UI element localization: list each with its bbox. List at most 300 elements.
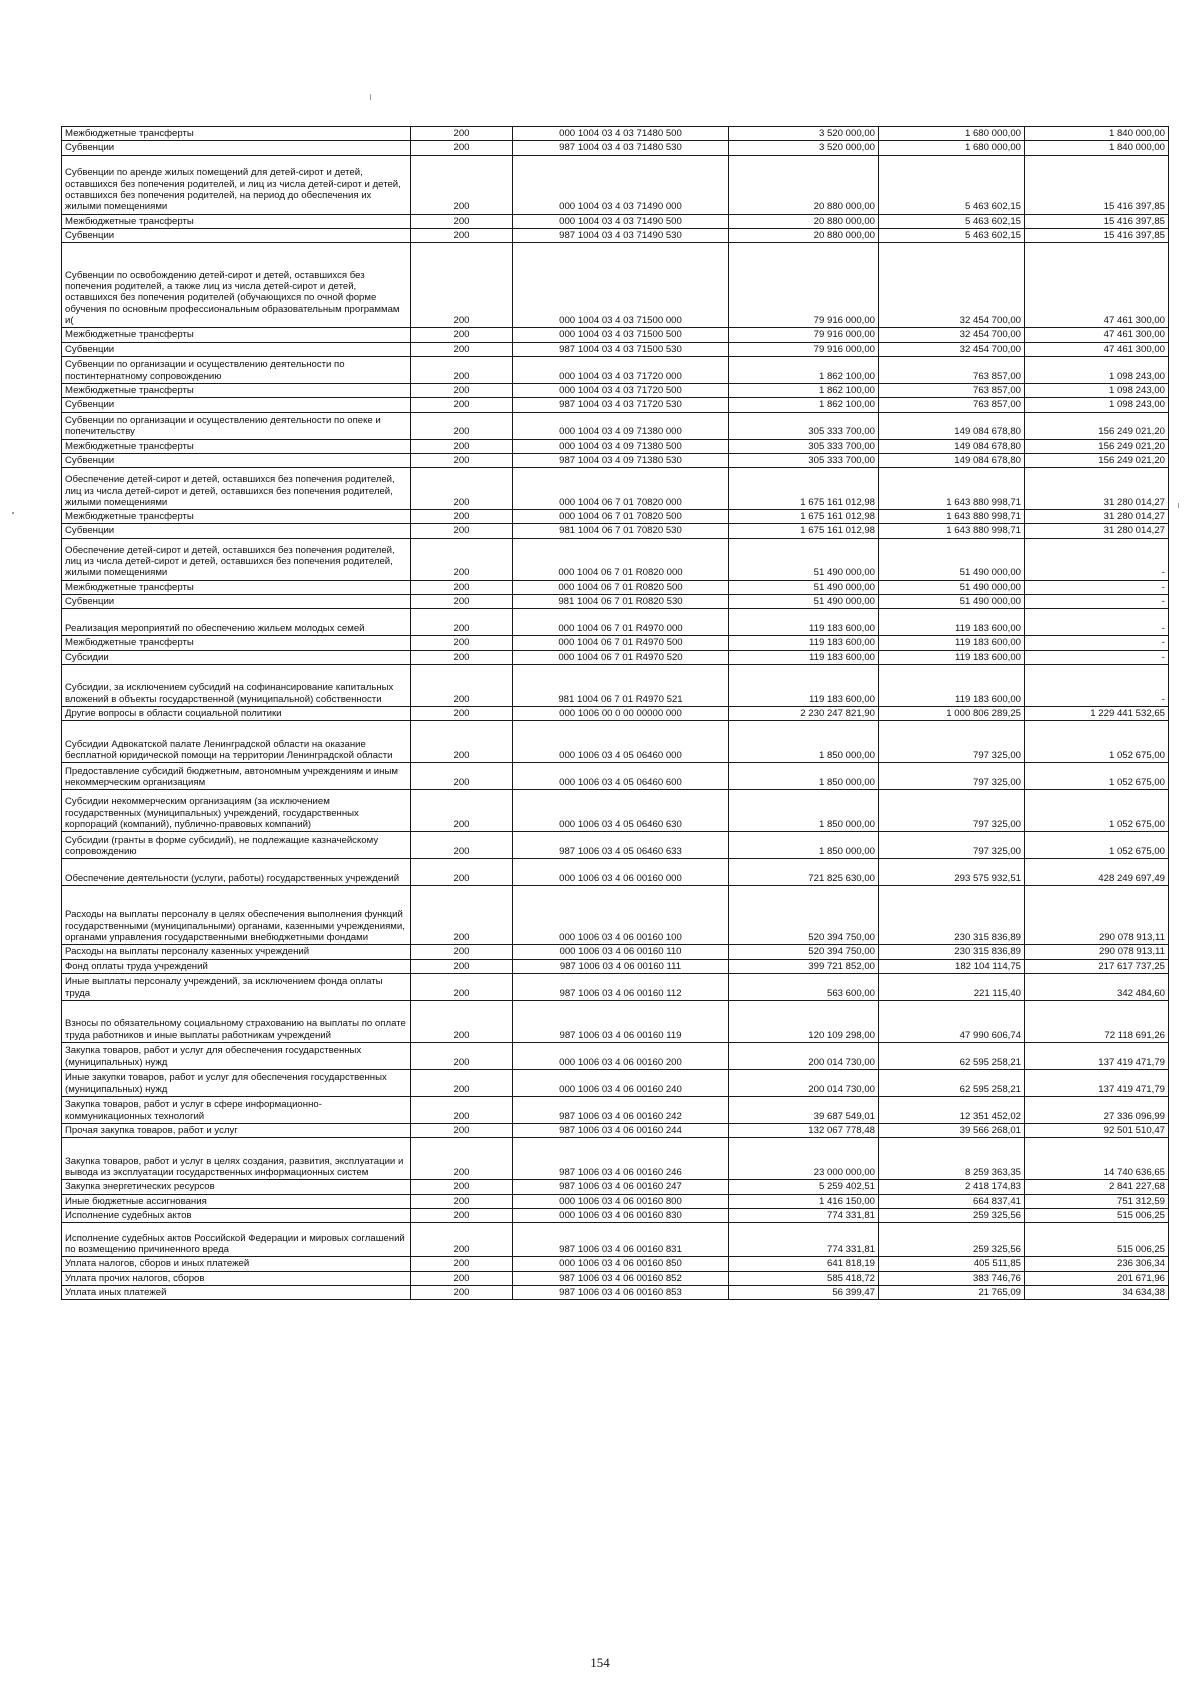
table-row bbox=[62, 214, 1169, 228]
row-approved-amount: 774 331,81 bbox=[729, 1223, 879, 1257]
row-executed-amount: 5 463 602,15 bbox=[879, 214, 1025, 228]
row-classification-code: 987 1006 03 4 06 00160 242 bbox=[513, 1096, 729, 1123]
row-section-code: 200 bbox=[411, 595, 513, 609]
row-approved-amount: 119 183 600,00 bbox=[729, 650, 879, 664]
row-unexecuted-amount: 290 078 913,11 bbox=[1025, 886, 1169, 945]
row-classification-code: 981 1004 06 7 01 R0820 530 bbox=[513, 595, 729, 609]
row-name: Межбюджетные трансферты bbox=[62, 636, 411, 650]
row-executed-amount: 797 325,00 bbox=[879, 790, 1025, 832]
row-approved-amount: 200 014 730,00 bbox=[729, 1069, 879, 1096]
row-unexecuted-amount: 1 052 675,00 bbox=[1025, 721, 1169, 763]
row-name: Субвенции bbox=[62, 595, 411, 609]
row-executed-amount: 230 315 836,89 bbox=[879, 945, 1025, 959]
row-executed-amount: 1 643 880 998,71 bbox=[879, 468, 1025, 510]
row-section-code: 200 bbox=[411, 721, 513, 763]
row-unexecuted-amount: 1 098 243,00 bbox=[1025, 356, 1169, 383]
row-unexecuted-amount: - bbox=[1025, 665, 1169, 707]
row-classification-code: 987 1006 03 4 06 00160 247 bbox=[513, 1180, 729, 1194]
row-classification-code: 000 1004 06 7 01 R4970 500 bbox=[513, 636, 729, 650]
row-executed-amount: 293 575 932,51 bbox=[879, 859, 1025, 886]
row-executed-amount: 21 765,09 bbox=[879, 1285, 1025, 1299]
row-classification-code: 000 1006 03 4 06 00160 110 bbox=[513, 945, 729, 959]
row-executed-amount: 221 115,40 bbox=[879, 973, 1025, 1000]
row-section-code: 200 bbox=[411, 1042, 513, 1069]
row-name: Межбюджетные трансферты bbox=[62, 439, 411, 453]
row-name: Субвенции bbox=[62, 524, 411, 538]
row-classification-code: 987 1006 03 4 06 00160 244 bbox=[513, 1123, 729, 1137]
row-approved-amount: 79 916 000,00 bbox=[729, 342, 879, 356]
row-classification-code: 000 1004 06 7 01 R0820 000 bbox=[513, 538, 729, 580]
row-classification-code: 987 1006 03 4 06 00160 852 bbox=[513, 1271, 729, 1285]
row-approved-amount: 563 600,00 bbox=[729, 973, 879, 1000]
row-classification-code: 000 1004 06 7 01 R4970 520 bbox=[513, 650, 729, 664]
row-unexecuted-amount: 1 052 675,00 bbox=[1025, 763, 1169, 790]
row-unexecuted-amount: 15 416 397,85 bbox=[1025, 214, 1169, 228]
row-name: Иные бюджетные ассигнования bbox=[62, 1194, 411, 1208]
row-unexecuted-amount: - bbox=[1025, 650, 1169, 664]
row-classification-code: 000 1006 03 4 06 00160 000 bbox=[513, 859, 729, 886]
row-executed-amount: 119 183 600,00 bbox=[879, 665, 1025, 707]
row-section-code: 200 bbox=[411, 524, 513, 538]
row-classification-code: 000 1004 03 4 03 71500 000 bbox=[513, 243, 729, 328]
row-approved-amount: 1 675 161 012,98 bbox=[729, 524, 879, 538]
table-row bbox=[62, 1180, 1169, 1194]
row-unexecuted-amount: 1 052 675,00 bbox=[1025, 832, 1169, 859]
row-section-code: 200 bbox=[411, 959, 513, 973]
row-name: Субвенции по организации и осуществлению деятельности по постинтернатному сопровождению bbox=[62, 356, 411, 383]
table-row bbox=[62, 1208, 1169, 1222]
row-name: Закупка товаров, работ и услуг в сфере информационно-коммуникационных технологий bbox=[62, 1096, 411, 1123]
row-executed-amount: 259 325,56 bbox=[879, 1223, 1025, 1257]
row-classification-code: 987 1006 03 4 06 00160 119 bbox=[513, 1000, 729, 1042]
row-approved-amount: 1 850 000,00 bbox=[729, 832, 879, 859]
row-executed-amount: 1 680 000,00 bbox=[879, 141, 1025, 155]
row-unexecuted-amount: - bbox=[1025, 538, 1169, 580]
row-unexecuted-amount: 1 098 243,00 bbox=[1025, 383, 1169, 397]
table-row bbox=[62, 832, 1169, 859]
row-classification-code: 987 1004 03 4 03 71500 530 bbox=[513, 342, 729, 356]
row-approved-amount: 56 399,47 bbox=[729, 1285, 879, 1299]
row-name: Закупка товаров, работ и услуг для обеспечения государственных (муниципальных) нужд bbox=[62, 1042, 411, 1069]
row-unexecuted-amount: 515 006,25 bbox=[1025, 1223, 1169, 1257]
row-classification-code: 987 1004 03 4 09 71380 530 bbox=[513, 453, 729, 467]
row-executed-amount: 1 000 806 289,25 bbox=[879, 707, 1025, 721]
row-section-code: 200 bbox=[411, 609, 513, 636]
row-section-code: 200 bbox=[411, 859, 513, 886]
row-executed-amount: 763 857,00 bbox=[879, 356, 1025, 383]
row-approved-amount: 200 014 730,00 bbox=[729, 1042, 879, 1069]
table-row bbox=[62, 1123, 1169, 1137]
row-name: Субсидии Адвокатской палате Ленинградской области на оказание бесплатной юридической помощи на территории Ленинградской области bbox=[62, 721, 411, 763]
row-name: Другие вопросы в области социальной политики bbox=[62, 707, 411, 721]
row-unexecuted-amount: 1 052 675,00 bbox=[1025, 790, 1169, 832]
table-row bbox=[62, 1271, 1169, 1285]
row-classification-code: 000 1006 03 4 05 06460 000 bbox=[513, 721, 729, 763]
row-unexecuted-amount: 72 118 691,26 bbox=[1025, 1000, 1169, 1042]
row-section-code: 200 bbox=[411, 510, 513, 524]
row-approved-amount: 51 490 000,00 bbox=[729, 595, 879, 609]
row-unexecuted-amount: 428 249 697,49 bbox=[1025, 859, 1169, 886]
row-classification-code: 000 1006 03 4 06 00160 800 bbox=[513, 1194, 729, 1208]
row-section-code: 200 bbox=[411, 1285, 513, 1299]
row-approved-amount: 119 183 600,00 bbox=[729, 665, 879, 707]
row-name: Иные выплаты персоналу учреждений, за исключением фонда оплаты труда bbox=[62, 973, 411, 1000]
table-row bbox=[62, 468, 1169, 510]
table-row bbox=[62, 141, 1169, 155]
row-executed-amount: 39 566 268,01 bbox=[879, 1123, 1025, 1137]
row-section-code: 200 bbox=[411, 1123, 513, 1137]
row-section-code: 200 bbox=[411, 1257, 513, 1271]
row-name: Расходы на выплаты персоналу казенных учреждений bbox=[62, 945, 411, 959]
row-executed-amount: 1 680 000,00 bbox=[879, 127, 1025, 141]
row-approved-amount: 51 490 000,00 bbox=[729, 580, 879, 594]
row-name: Фонд оплаты труда учреждений bbox=[62, 959, 411, 973]
row-approved-amount: 1 862 100,00 bbox=[729, 398, 879, 412]
row-executed-amount: 1 643 880 998,71 bbox=[879, 510, 1025, 524]
row-executed-amount: 8 259 363,35 bbox=[879, 1138, 1025, 1180]
row-name: Межбюджетные трансферты bbox=[62, 328, 411, 342]
table-row bbox=[62, 1000, 1169, 1042]
scan-artifact bbox=[370, 94, 371, 100]
row-section-code: 200 bbox=[411, 636, 513, 650]
row-section-code: 200 bbox=[411, 383, 513, 397]
row-executed-amount: 32 454 700,00 bbox=[879, 328, 1025, 342]
table-row bbox=[62, 524, 1169, 538]
row-section-code: 200 bbox=[411, 1208, 513, 1222]
row-executed-amount: 51 490 000,00 bbox=[879, 580, 1025, 594]
table-row bbox=[62, 1138, 1169, 1180]
row-name: Реализация мероприятий по обеспечению жильем молодых семей bbox=[62, 609, 411, 636]
row-classification-code: 000 1006 03 4 06 00160 200 bbox=[513, 1042, 729, 1069]
row-section-code: 200 bbox=[411, 1069, 513, 1096]
row-approved-amount: 721 825 630,00 bbox=[729, 859, 879, 886]
row-name: Субвенции по аренде жилых помещений для детей-сирот и детей, оставшихся без попечения родителей, и лиц из числа детей-сирот и детей, оставшихся без попечения родителей, на период до обеспечения их жилыми помещениями bbox=[62, 155, 411, 214]
table-row bbox=[62, 580, 1169, 594]
table-row bbox=[62, 609, 1169, 636]
row-name: Субвенции bbox=[62, 141, 411, 155]
row-unexecuted-amount: 342 484,60 bbox=[1025, 973, 1169, 1000]
row-approved-amount: 305 333 700,00 bbox=[729, 453, 879, 467]
row-executed-amount: 797 325,00 bbox=[879, 832, 1025, 859]
row-classification-code: 000 1004 03 4 03 71500 500 bbox=[513, 328, 729, 342]
row-unexecuted-amount: 31 280 014,27 bbox=[1025, 468, 1169, 510]
table-row bbox=[62, 412, 1169, 439]
row-name: Исполнение судебных актов Российской Федерации и мировых соглашений по возмещению причиненного вреда bbox=[62, 1223, 411, 1257]
row-name: Субсидии (гранты в форме субсидий), не подлежащие казначейскому сопровождению bbox=[62, 832, 411, 859]
row-section-code: 200 bbox=[411, 412, 513, 439]
row-unexecuted-amount: 92 501 510,47 bbox=[1025, 1123, 1169, 1137]
row-section-code: 200 bbox=[411, 580, 513, 594]
row-classification-code: 000 1004 06 7 01 70820 000 bbox=[513, 468, 729, 510]
row-name: Субвенции по освобождению детей-сирот и детей, оставшихся без попечения родителей, а также лиц из числа детей-сирот и детей, оставшихся без попечения родителей (обучающихся по очной форме обучения по основным профессиональным образовательным программам и( bbox=[62, 243, 411, 328]
row-section-code: 200 bbox=[411, 356, 513, 383]
row-section-code: 200 bbox=[411, 398, 513, 412]
row-section-code: 200 bbox=[411, 707, 513, 721]
row-unexecuted-amount: 236 306,34 bbox=[1025, 1257, 1169, 1271]
table-row bbox=[62, 945, 1169, 959]
row-approved-amount: 1 416 150,00 bbox=[729, 1194, 879, 1208]
row-unexecuted-amount: 1 229 441 532,65 bbox=[1025, 707, 1169, 721]
row-unexecuted-amount: 47 461 300,00 bbox=[1025, 243, 1169, 328]
row-name: Уплата иных платежей bbox=[62, 1285, 411, 1299]
row-section-code: 200 bbox=[411, 155, 513, 214]
row-section-code: 200 bbox=[411, 1180, 513, 1194]
row-name: Закупка товаров, работ и услуг в целях создания, развития, эксплуатации и вывода из эксплуатации государственных информационных систем bbox=[62, 1138, 411, 1180]
row-unexecuted-amount: 156 249 021,20 bbox=[1025, 453, 1169, 467]
row-name: Прочая закупка товаров, работ и услуг bbox=[62, 1123, 411, 1137]
row-name: Уплата налогов, сборов и иных платежей bbox=[62, 1257, 411, 1271]
row-executed-amount: 119 183 600,00 bbox=[879, 636, 1025, 650]
table-row bbox=[62, 1285, 1169, 1299]
row-unexecuted-amount: - bbox=[1025, 609, 1169, 636]
row-approved-amount: 1 850 000,00 bbox=[729, 763, 879, 790]
row-unexecuted-amount: 47 461 300,00 bbox=[1025, 328, 1169, 342]
row-executed-amount: 763 857,00 bbox=[879, 383, 1025, 397]
table-row bbox=[62, 439, 1169, 453]
table-row bbox=[62, 243, 1169, 328]
row-approved-amount: 585 418,72 bbox=[729, 1271, 879, 1285]
row-name: Субвенции bbox=[62, 342, 411, 356]
row-approved-amount: 79 916 000,00 bbox=[729, 328, 879, 342]
scan-artifact bbox=[12, 512, 14, 514]
row-classification-code: 000 1004 03 4 03 71720 500 bbox=[513, 383, 729, 397]
row-section-code: 200 bbox=[411, 650, 513, 664]
table-row bbox=[62, 342, 1169, 356]
row-approved-amount: 132 067 778,48 bbox=[729, 1123, 879, 1137]
row-classification-code: 987 1004 03 4 03 71490 530 bbox=[513, 228, 729, 242]
row-executed-amount: 51 490 000,00 bbox=[879, 595, 1025, 609]
row-approved-amount: 5 259 402,51 bbox=[729, 1180, 879, 1194]
row-classification-code: 000 1004 03 4 03 71490 500 bbox=[513, 214, 729, 228]
table-row bbox=[62, 973, 1169, 1000]
row-executed-amount: 797 325,00 bbox=[879, 763, 1025, 790]
row-section-code: 200 bbox=[411, 214, 513, 228]
row-section-code: 200 bbox=[411, 228, 513, 242]
row-classification-code: 000 1006 03 4 06 00160 850 bbox=[513, 1257, 729, 1271]
row-unexecuted-amount: 27 336 096,99 bbox=[1025, 1096, 1169, 1123]
row-section-code: 200 bbox=[411, 127, 513, 141]
row-unexecuted-amount: 34 634,38 bbox=[1025, 1285, 1169, 1299]
table-row bbox=[62, 510, 1169, 524]
row-section-code: 200 bbox=[411, 945, 513, 959]
row-executed-amount: 797 325,00 bbox=[879, 721, 1025, 763]
row-classification-code: 000 1006 00 0 00 00000 000 bbox=[513, 707, 729, 721]
row-unexecuted-amount: 137 419 471,79 bbox=[1025, 1069, 1169, 1096]
table-row bbox=[62, 155, 1169, 214]
row-executed-amount: 259 325,56 bbox=[879, 1208, 1025, 1222]
row-approved-amount: 39 687 549,01 bbox=[729, 1096, 879, 1123]
row-executed-amount: 62 595 258,21 bbox=[879, 1042, 1025, 1069]
row-unexecuted-amount: 15 416 397,85 bbox=[1025, 228, 1169, 242]
row-executed-amount: 383 746,76 bbox=[879, 1271, 1025, 1285]
row-name: Уплата прочих налогов, сборов bbox=[62, 1271, 411, 1285]
row-section-code: 200 bbox=[411, 763, 513, 790]
row-executed-amount: 149 084 678,80 bbox=[879, 439, 1025, 453]
table-row bbox=[62, 763, 1169, 790]
row-approved-amount: 3 520 000,00 bbox=[729, 141, 879, 155]
table-row bbox=[62, 1223, 1169, 1257]
table-row bbox=[62, 356, 1169, 383]
row-executed-amount: 119 183 600,00 bbox=[879, 650, 1025, 664]
row-name: Субсидии, за исключением субсидий на софинансирование капитальных вложений в объекты государственной (муниципальной) собственности bbox=[62, 665, 411, 707]
row-approved-amount: 119 183 600,00 bbox=[729, 636, 879, 650]
row-classification-code: 987 1006 03 4 06 00160 111 bbox=[513, 959, 729, 973]
row-name: Субвенции bbox=[62, 228, 411, 242]
row-classification-code: 000 1004 03 4 09 71380 500 bbox=[513, 439, 729, 453]
row-approved-amount: 1 862 100,00 bbox=[729, 356, 879, 383]
row-approved-amount: 1 850 000,00 bbox=[729, 721, 879, 763]
row-classification-code: 000 1004 03 4 03 71720 000 bbox=[513, 356, 729, 383]
row-section-code: 200 bbox=[411, 243, 513, 328]
row-section-code: 200 bbox=[411, 832, 513, 859]
row-executed-amount: 149 084 678,80 bbox=[879, 412, 1025, 439]
row-section-code: 200 bbox=[411, 468, 513, 510]
table-row bbox=[62, 665, 1169, 707]
row-approved-amount: 399 721 852,00 bbox=[729, 959, 879, 973]
row-approved-amount: 20 880 000,00 bbox=[729, 155, 879, 214]
row-section-code: 200 bbox=[411, 328, 513, 342]
table-row bbox=[62, 1194, 1169, 1208]
row-executed-amount: 12 351 452,02 bbox=[879, 1096, 1025, 1123]
row-approved-amount: 1 675 161 012,98 bbox=[729, 468, 879, 510]
row-unexecuted-amount: 31 280 014,27 bbox=[1025, 524, 1169, 538]
row-approved-amount: 1 850 000,00 bbox=[729, 790, 879, 832]
table-row bbox=[62, 595, 1169, 609]
row-approved-amount: 1 862 100,00 bbox=[729, 383, 879, 397]
row-classification-code: 000 1004 03 4 09 71380 000 bbox=[513, 412, 729, 439]
budget-execution-table bbox=[61, 126, 1169, 1300]
table-row bbox=[62, 398, 1169, 412]
page-number: 154 bbox=[590, 1655, 610, 1670]
row-name: Субвенции по организации и осуществлению деятельности по опеке и попечительству bbox=[62, 412, 411, 439]
row-executed-amount: 47 990 606,74 bbox=[879, 1000, 1025, 1042]
row-classification-code: 987 1006 03 4 05 06460 633 bbox=[513, 832, 729, 859]
table-row bbox=[62, 721, 1169, 763]
row-executed-amount: 664 837,41 bbox=[879, 1194, 1025, 1208]
row-classification-code: 000 1004 06 7 01 R4970 000 bbox=[513, 609, 729, 636]
row-unexecuted-amount: 14 740 636,65 bbox=[1025, 1138, 1169, 1180]
row-classification-code: 000 1004 03 4 03 71490 000 bbox=[513, 155, 729, 214]
row-name: Взносы по обязательному социальному страхованию на выплаты по оплате труда работников и иные выплаты работникам учреждений bbox=[62, 1000, 411, 1042]
row-executed-amount: 405 511,85 bbox=[879, 1257, 1025, 1271]
row-unexecuted-amount: 1 840 000,00 bbox=[1025, 127, 1169, 141]
table-row bbox=[62, 790, 1169, 832]
table-row bbox=[62, 1069, 1169, 1096]
row-classification-code: 000 1006 03 4 05 06460 630 bbox=[513, 790, 729, 832]
row-executed-amount: 2 418 174,83 bbox=[879, 1180, 1025, 1194]
table-row bbox=[62, 1096, 1169, 1123]
table-row bbox=[62, 707, 1169, 721]
row-section-code: 200 bbox=[411, 665, 513, 707]
table-row bbox=[62, 127, 1169, 141]
row-approved-amount: 79 916 000,00 bbox=[729, 243, 879, 328]
row-section-code: 200 bbox=[411, 1223, 513, 1257]
row-executed-amount: 119 183 600,00 bbox=[879, 609, 1025, 636]
row-classification-code: 987 1004 03 4 03 71720 530 bbox=[513, 398, 729, 412]
row-classification-code: 987 1004 03 4 03 71480 530 bbox=[513, 141, 729, 155]
row-section-code: 200 bbox=[411, 1271, 513, 1285]
row-name: Межбюджетные трансферты bbox=[62, 127, 411, 141]
table-row bbox=[62, 453, 1169, 467]
row-executed-amount: 182 104 114,75 bbox=[879, 959, 1025, 973]
row-classification-code: 981 1004 06 7 01 70820 530 bbox=[513, 524, 729, 538]
row-name: Межбюджетные трансферты bbox=[62, 510, 411, 524]
row-executed-amount: 5 463 602,15 bbox=[879, 228, 1025, 242]
row-section-code: 200 bbox=[411, 141, 513, 155]
row-classification-code: 981 1004 06 7 01 R4970 521 bbox=[513, 665, 729, 707]
row-unexecuted-amount: 290 078 913,11 bbox=[1025, 945, 1169, 959]
row-name: Обеспечение детей-сирот и детей, оставшихся без попечения родителей, лиц из числа детей-сирот и детей, оставшихся без попечения родителей, жилыми помещениями bbox=[62, 538, 411, 580]
row-approved-amount: 120 109 298,00 bbox=[729, 1000, 879, 1042]
row-unexecuted-amount: 31 280 014,27 bbox=[1025, 510, 1169, 524]
row-unexecuted-amount: 156 249 021,20 bbox=[1025, 439, 1169, 453]
row-section-code: 200 bbox=[411, 1096, 513, 1123]
row-name: Предоставление субсидий бюджетным, автономным учреждениям и иным некоммерческим организациям bbox=[62, 763, 411, 790]
row-section-code: 200 bbox=[411, 1138, 513, 1180]
table-row bbox=[62, 886, 1169, 945]
row-approved-amount: 2 230 247 821,90 bbox=[729, 707, 879, 721]
row-executed-amount: 230 315 836,89 bbox=[879, 886, 1025, 945]
row-executed-amount: 5 463 602,15 bbox=[879, 155, 1025, 214]
row-section-code: 200 bbox=[411, 439, 513, 453]
row-approved-amount: 641 818,19 bbox=[729, 1257, 879, 1271]
row-section-code: 200 bbox=[411, 1194, 513, 1208]
row-approved-amount: 23 000 000,00 bbox=[729, 1138, 879, 1180]
row-section-code: 200 bbox=[411, 342, 513, 356]
row-unexecuted-amount: 1 840 000,00 bbox=[1025, 141, 1169, 155]
row-classification-code: 000 1006 03 4 05 06460 600 bbox=[513, 763, 729, 790]
row-unexecuted-amount: 515 006,25 bbox=[1025, 1208, 1169, 1222]
row-classification-code: 000 1006 03 4 06 00160 240 bbox=[513, 1069, 729, 1096]
row-executed-amount: 32 454 700,00 bbox=[879, 243, 1025, 328]
row-name: Субсидии bbox=[62, 650, 411, 664]
row-name: Межбюджетные трансферты bbox=[62, 580, 411, 594]
row-unexecuted-amount: 217 617 737,25 bbox=[1025, 959, 1169, 973]
row-classification-code: 987 1006 03 4 06 00160 112 bbox=[513, 973, 729, 1000]
row-executed-amount: 1 643 880 998,71 bbox=[879, 524, 1025, 538]
row-unexecuted-amount: 201 671,96 bbox=[1025, 1271, 1169, 1285]
row-classification-code: 987 1006 03 4 06 00160 831 bbox=[513, 1223, 729, 1257]
row-name: Исполнение судебных актов bbox=[62, 1208, 411, 1222]
row-executed-amount: 149 084 678,80 bbox=[879, 453, 1025, 467]
row-executed-amount: 763 857,00 bbox=[879, 398, 1025, 412]
row-name: Субвенции bbox=[62, 398, 411, 412]
row-approved-amount: 1 675 161 012,98 bbox=[729, 510, 879, 524]
row-approved-amount: 3 520 000,00 bbox=[729, 127, 879, 141]
row-unexecuted-amount: 15 416 397,85 bbox=[1025, 155, 1169, 214]
table-row bbox=[62, 636, 1169, 650]
table-row bbox=[62, 1042, 1169, 1069]
row-classification-code: 987 1006 03 4 06 00160 853 bbox=[513, 1285, 729, 1299]
row-name: Иные закупки товаров, работ и услуг для обеспечения государственных (муниципальных) нужд bbox=[62, 1069, 411, 1096]
row-name: Обеспечение детей-сирот и детей, оставшихся без попечения родителей, лиц из числа детей-сирот и детей, оставшихся без попечения родителей, жилыми помещениями bbox=[62, 468, 411, 510]
table-row bbox=[62, 650, 1169, 664]
row-section-code: 200 bbox=[411, 1000, 513, 1042]
row-section-code: 200 bbox=[411, 790, 513, 832]
row-unexecuted-amount: 156 249 021,20 bbox=[1025, 412, 1169, 439]
row-classification-code: 000 1004 03 4 03 71480 500 bbox=[513, 127, 729, 141]
row-section-code: 200 bbox=[411, 453, 513, 467]
row-name: Субсидии некоммерческим организациям (за исключением государственных (муниципальных) учреждений, государственных корпораций (компаний), публично-правовых компаний) bbox=[62, 790, 411, 832]
row-approved-amount: 119 183 600,00 bbox=[729, 609, 879, 636]
row-name: Межбюджетные трансферты bbox=[62, 214, 411, 228]
row-unexecuted-amount: - bbox=[1025, 580, 1169, 594]
row-unexecuted-amount: 137 419 471,79 bbox=[1025, 1042, 1169, 1069]
row-unexecuted-amount: 751 312,59 bbox=[1025, 1194, 1169, 1208]
row-approved-amount: 51 490 000,00 bbox=[729, 538, 879, 580]
row-unexecuted-amount: 1 098 243,00 bbox=[1025, 398, 1169, 412]
table-row bbox=[62, 859, 1169, 886]
